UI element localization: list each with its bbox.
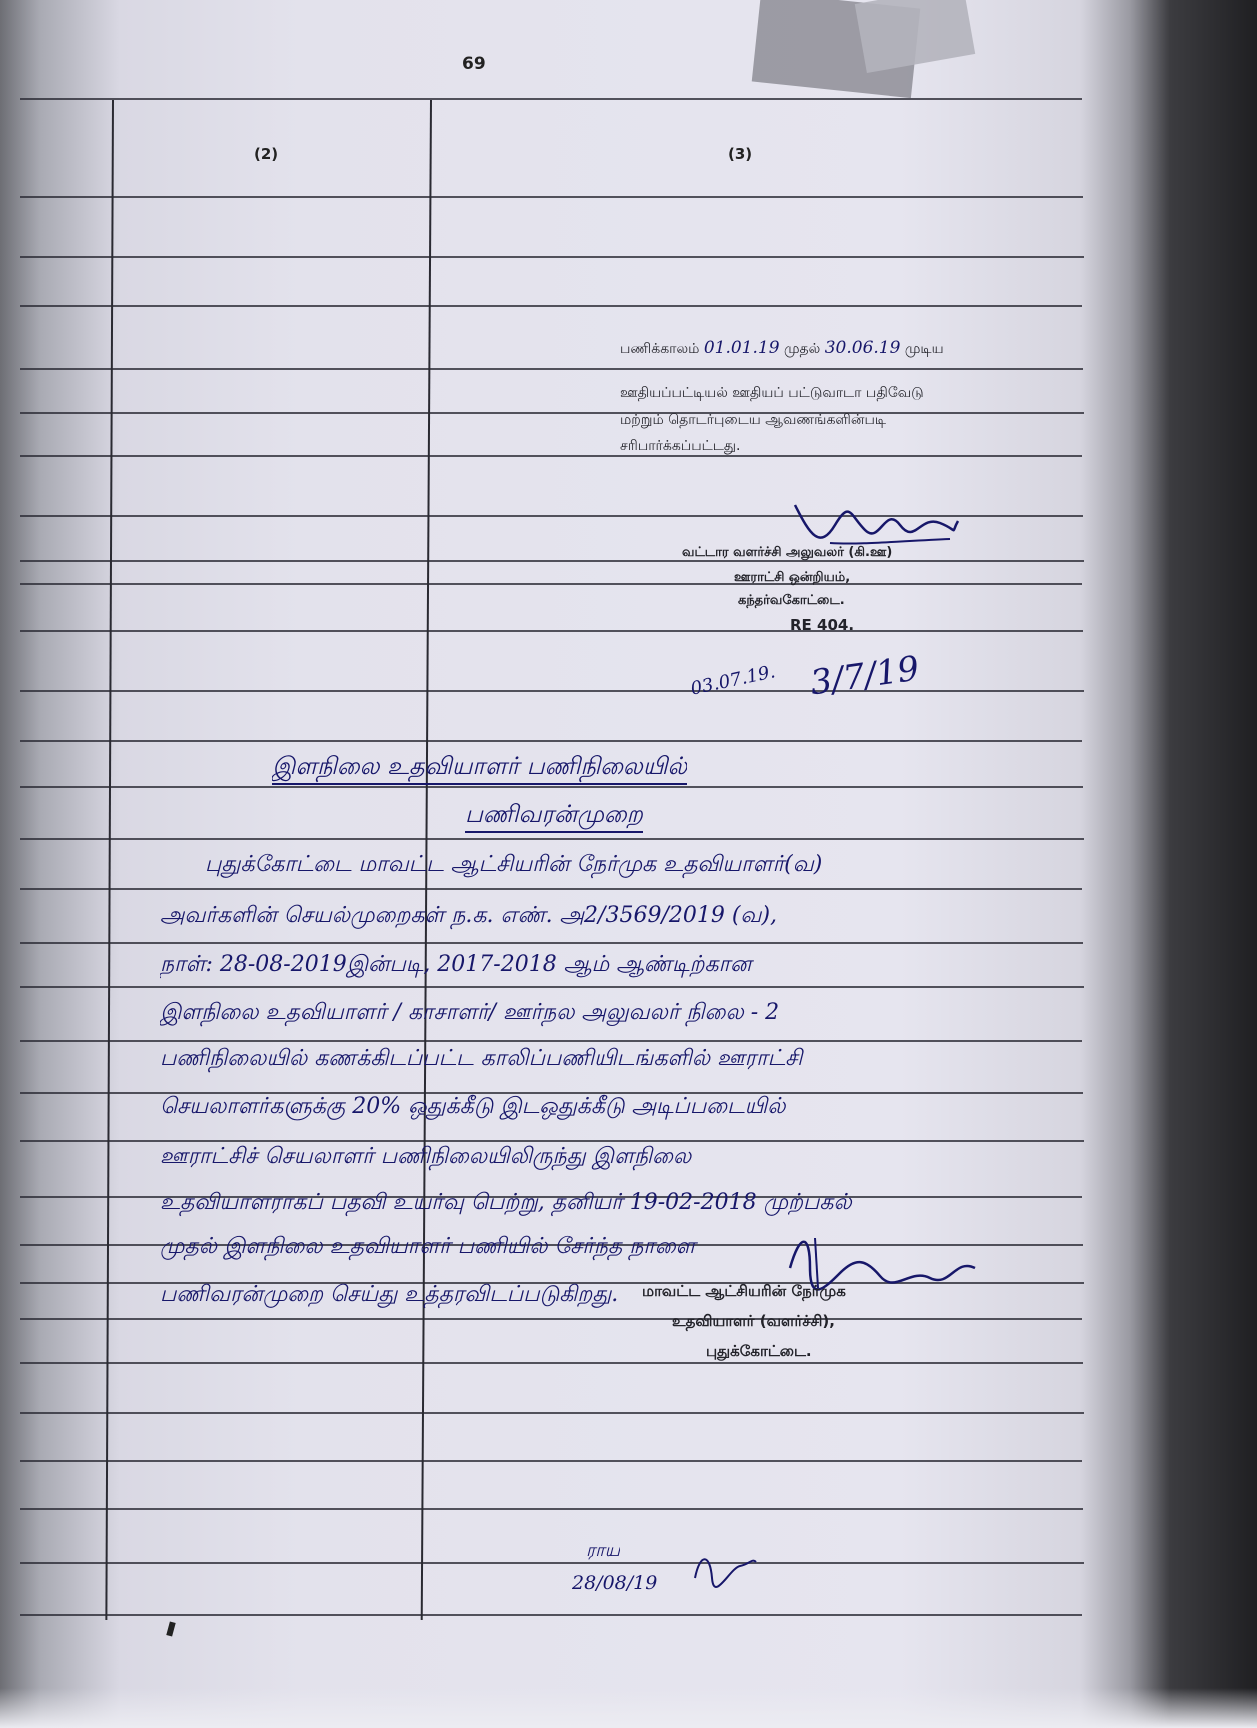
order-body-line: புதுக்கோட்டை மாவட்ட ஆட்சியரின் நேர்முக உதவியாளர்(வ) (205, 852, 823, 877)
ledger-rule (20, 583, 1082, 585)
order-body-line: ஊராட்சிச் செயலாளர் பணிநிலையிலிருந்து இளநிலை (160, 1144, 692, 1169)
ledger-rule (20, 368, 1083, 370)
column-header-2: (2) (254, 145, 279, 163)
bdo-stamp-line-1: வட்டார வளர்ச்சி அலுவலர் (கி.ஊ) (682, 545, 893, 560)
ledger-rule (20, 256, 1084, 258)
initial-date-right: 3/7/19 (807, 648, 922, 704)
ledger-rule (20, 1140, 1084, 1142)
ledger-rule (20, 1508, 1083, 1510)
order-body-line: உதவியாளராகப் பதவி உயர்வு பெற்று, தனியர் 19-02-2018 முற்பகல் (160, 1190, 852, 1215)
verification-line-1 (620, 336, 1040, 362)
ledger-rule (20, 98, 1082, 100)
order-body-line: பணிவரன்முறை செய்து உத்தரவிடப்படுகிறது. (160, 1282, 619, 1307)
ledger-rule (20, 986, 1084, 988)
ledger-rule (20, 630, 1083, 632)
pa-stamp-line-2: உதவியாளர் (வளர்ச்சி), (672, 1312, 835, 1330)
pa-stamp-line-1: மாவட்ட ஆட்சியரின் நேர்முக (642, 1282, 846, 1300)
ledger-rule (20, 942, 1083, 944)
pa-stamp-line-3: புதுக்கோட்டை. (706, 1342, 812, 1360)
ledger-rule (20, 560, 1084, 562)
to-word: முடிய (904, 341, 944, 357)
order-body-line: முதல் இளநிலை உதவியாளர் பணியில் சேர்ந்த நாளை (160, 1234, 696, 1259)
initial-date-left: 03.07.19. (688, 661, 778, 700)
bottom-note-word: ராய (586, 1540, 621, 1561)
ledger-rule (20, 838, 1084, 840)
ledger-rule (20, 1562, 1084, 1564)
from-word: முதல் (783, 341, 821, 357)
ledger-rule (20, 1614, 1082, 1616)
ledger-rule (20, 196, 1083, 198)
ledger-rule (20, 305, 1082, 307)
page-edge (0, 1688, 1257, 1728)
ledger-rule (20, 690, 1084, 692)
order-body-line: இளநிலை உதவியாளர் / காசாளர்/ ஊர்நல அலுவலர் நிலை - 2 (160, 1000, 780, 1025)
bdo-stamp-line-2: ஊராட்சி ஒன்றியம், (734, 570, 851, 585)
bdo-stamp-line-3: கந்தர்வகோட்டை. (738, 593, 845, 608)
ledger-rule (20, 412, 1084, 414)
ledger-rule (20, 1362, 1083, 1364)
order-body-line: பணிநிலையில் கணக்கிடப்பட்ட காலிப்பணியிடங்களில் ஊராட்சி (160, 1046, 803, 1071)
ledger-rule (20, 1460, 1082, 1462)
from-date: 01.01.19 (703, 338, 780, 358)
ledger-rule (20, 1040, 1082, 1042)
page-number: 69 (462, 54, 486, 74)
ledger-rule (20, 455, 1082, 457)
ledger-rule (20, 1412, 1084, 1414)
period-label: பணிக்காலம் (620, 341, 700, 357)
ledger-rule (20, 740, 1082, 742)
ledger-rule (20, 888, 1082, 890)
order-body-line: அவர்களின் செயல்முறைகள் ந.க. எண். அ2/3569/2019 (வ), (160, 903, 778, 928)
ledger-rule (20, 1318, 1082, 1320)
bdo-stamp-line-4: RE 404. (790, 616, 855, 634)
verification-line-3: மற்றும் தொடர்புடைய ஆவணங்களின்படி (620, 412, 887, 428)
verification-line-4: சரிபார்க்கப்பட்டது. (620, 438, 741, 454)
order-title-line-2: பணிவரன்முறை (465, 800, 643, 833)
bottom-note-date: 28/08/19 (572, 1572, 658, 1594)
bottom-initial (690, 1548, 760, 1588)
order-body-line: நாள்: 28-08-2019இன்படி, 2017-2018 ஆம் ஆண்டிற்கான (160, 952, 752, 977)
ledger-rule (20, 786, 1083, 788)
verification-line-2: ஊதியப்பட்டியல் ஊதியப் பட்டுவாடா பதிவேடு (620, 385, 924, 401)
order-title-line-1: இளநிலை உதவியாளர் பணிநிலையில் (272, 752, 687, 785)
column-header-3: (3) (728, 145, 753, 163)
order-body-line: செயலாளர்களுக்கு 20% ஒதுக்கீடு இடஒதுக்கீடு அடிப்படையில் (160, 1094, 786, 1119)
to-date: 30.06.19 (824, 338, 901, 358)
